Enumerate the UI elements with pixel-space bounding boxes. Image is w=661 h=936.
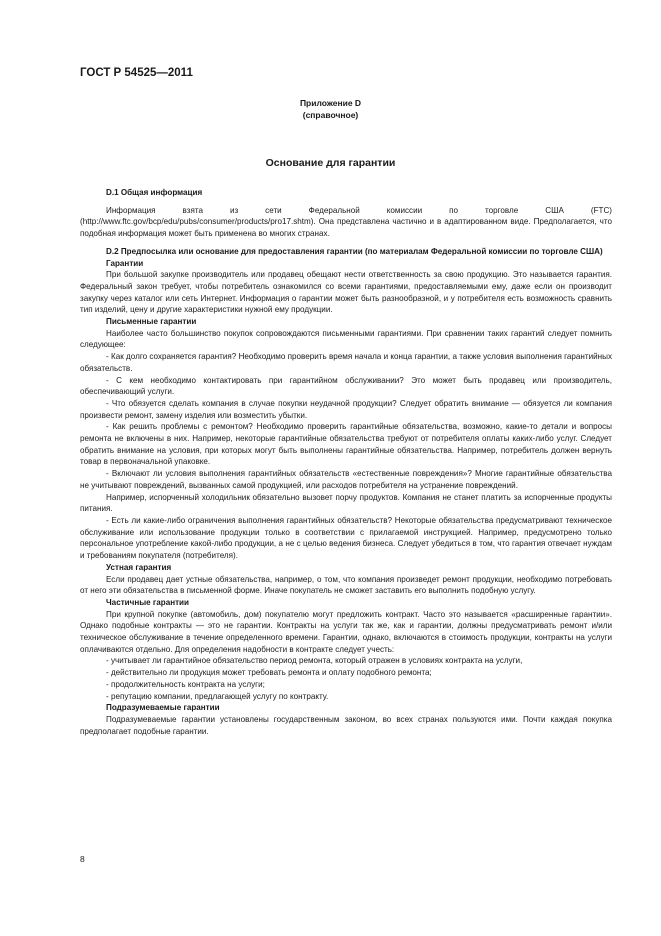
list-item: - Что обязуется сделать компания в случае покупки неудачной продукции? Следует обратить внимание — обязуется ли компания произвести ремонт, замену изделия или возместить убытки.: [80, 398, 612, 420]
section-heading-d1: D.1 Общая информация: [106, 188, 203, 197]
list-item: - Есть ли какие-либо ограничения выполнения гарантийных обязательств? Некоторые обязательства предусматривают техническое обслуживание или использование продукции только в соответствии с прилагаемой инструкцией. Например, предусмотрено только персональное употребление какой-либо продукции, а не с целью ведения бизнеса. Следует убедиться в том, что гарантия отвечает нуждам и требованиям покупателя (потребителя).: [80, 515, 612, 561]
annex-body: [80, 187, 612, 737]
list-item: - Как долго сохраняется гарантия? Необходимо проверить время начала и конца гарантии, а также условия выполнения гарантийных обязательств.: [80, 352, 612, 373]
subheading-implied-warranties: Подразумеваемые гарантии: [106, 703, 220, 713]
list-item: - Как решить проблемы с ремонтом? Необходимо проверить гарантийные обязательства, возможно, какие-то детали и вопросы ремонта не включены в них. Например, некоторые гарантийные обязательства требуют от потребителя оплаты каких-либо услуг. Следует обратить внимание на условия, при которых могут быть выполнены гарантийные обязательства. Например, потребитель должен вернуть товар в первоначальной упаковке.: [80, 422, 612, 467]
paragraph: При большой закупке производитель или продавец обещают нести ответственность за свою продукцию. Это называется гарантия. Федеральный закон требует, чтобы потребитель ознакомился со всеми гарантиями, предоставляемыми ему, даже если он производит закупку через каталог или сеть Интернет. Информация о гарантии может быть разнообразной, и у потребителя есть возможность сравнить тип изделий, цену и другие характеристики нужной ему продукции.: [80, 270, 612, 315]
list-item: - учитывает ли гарантийное обязательство период ремонта, который отражен в условиях контракта на услуги,: [106, 656, 523, 666]
annex-title: Основание для гарантии: [265, 157, 396, 169]
paragraph: Например, испорченный холодильник обязательно вызовет порчу продуктов. Компания не станет платить за испорченные продукты питания.: [80, 492, 612, 514]
paragraph: Подразумеваемые гарантии установлены государственным законом, во всех странах пользуются ими. Почти каждая покупка предполагает подобные гарантии.: [80, 714, 612, 736]
subheading-partial-warranties: Частичные гарантии: [106, 597, 190, 607]
subheading-warranties: Гарантии: [106, 258, 144, 268]
subheading-oral-warranty: Устная гарантия: [106, 562, 172, 572]
paragraph: При крупной покупке (автомобиль, дом) покупателю могут предложить контракт. Часто это называется «расширенные гарантии». Однако подобные контракты — это не гарантии. Контракты на услуги так же, как и гарантии, должны предусматривать ремонт и/или техническое обслуживание в течение определенного времени. Гарантии, однако, включаются в стоимость продукции, контракты на услуги оплачиваются отдельно. Для определения надобности в контракте следует учесть:: [80, 609, 612, 654]
section-heading-d2: D.2 Предпосылка или основание для предоставления гарантии (по материалам Федеральной комиссии по торговле США): [106, 246, 603, 256]
list-item: - С кем необходимо контактировать при гарантийном обслуживании? Это может быть продавец или производитель, обеспечивающий услуги.: [80, 375, 612, 397]
subheading-written-warranties: Письменные гарантии: [106, 317, 197, 327]
annex-type: (справочное): [302, 110, 359, 120]
page-number: 8: [80, 854, 85, 864]
document-code: ГОСТ Р 54525—2011: [80, 67, 193, 79]
list-item: - репутацию компании, предлагающей услугу по контракту.: [106, 691, 329, 701]
list-item: - Включают ли условия выполнения гарантийных обязательств «естественные повреждения»? Многие гарантийные обязательства не учитывают повреждений, вызванных самой продукцией, или расходов потребителя на устранение повреждений.: [80, 469, 612, 490]
list-item: - действительно ли продукция может требовать ремонта и оплату подобного ремонта;: [106, 668, 432, 678]
paragraph: Если продавец дает устные обязательства, например, о том, что компания произведет ремонт продукции, необходимо потребовать от него эти обязательства в письменной форме. Иначе покупатель не сможет заставить его выполнить подобную услугу.: [80, 574, 612, 596]
annex-label: Приложение D: [299, 98, 362, 108]
list-item: - продолжительность контракта на услуги;: [106, 679, 265, 689]
paragraph: Наиболее часто большинство покупок сопровождаются письменными гарантиями. При сравнении таких гарантий следует помнить следующее:: [80, 328, 612, 350]
paragraph: Информация взята из сети Федеральной комиссии по торговле США (FTC) (http://www.ftc.gov/bcp/edu/pubs/consumer/products/pro17.shtm). Она представлена частично и в адаптированном виде. Предполагается, что подобная информация может быть применена во многих странах.: [80, 205, 612, 239]
